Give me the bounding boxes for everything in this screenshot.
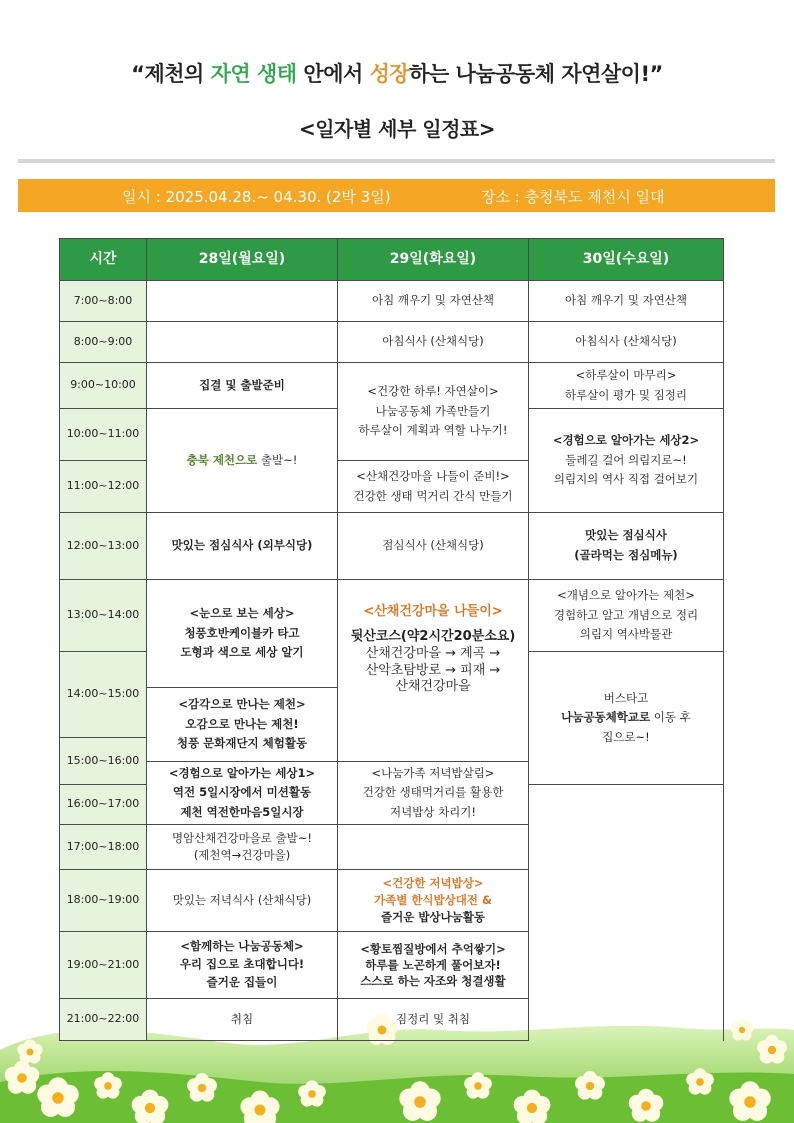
time-cell: 18:00~19:00 bbox=[60, 870, 147, 932]
day3-wrap-cell bbox=[529, 363, 724, 409]
time-cell: 11:00~12:00 bbox=[60, 461, 147, 513]
day2-empty-cell bbox=[338, 825, 529, 870]
flower-icon bbox=[731, 1019, 754, 1041]
cell-line: 하루를 노곤하게 풀어보자! bbox=[365, 957, 501, 972]
cell-line: 건강한 생태 먹거리 간식 만들기 bbox=[353, 488, 513, 503]
day3-wake-cell: 아침 깨우기 및 자연산책 bbox=[529, 281, 724, 322]
header-day1: 28일(월요일) bbox=[147, 239, 338, 281]
time-cell: 12:00~13:00 bbox=[60, 513, 147, 580]
cell-line: <함께하는 나눔공동체> bbox=[180, 939, 304, 954]
title-part: 하는 나눔공동체 자연살이!” bbox=[409, 62, 663, 86]
day1-depart-cell bbox=[147, 409, 338, 513]
cell-line: 즐거운 밥상나눔활동 bbox=[381, 909, 485, 924]
header-day2: 29일(화요일) bbox=[338, 239, 529, 281]
day2-family-dinner-cell bbox=[338, 762, 529, 825]
cell-line: <건강한 저녁밥상> bbox=[382, 876, 484, 891]
table-header-row bbox=[60, 239, 724, 281]
cell-line: <경험으로 알아가는 세상2> bbox=[552, 433, 700, 448]
course-line: 산악초탐방로 → 피재 → bbox=[365, 662, 501, 678]
day2-lunch-cell: 점심식사 (산채식당) bbox=[338, 513, 529, 580]
table-row bbox=[60, 825, 724, 870]
cell-line: 맛있는 점심식사 bbox=[585, 528, 667, 543]
day3-breakfast-cell: 아침식사 (산채식당) bbox=[529, 322, 724, 363]
page-subtitle: <일자별 세부 일정표> bbox=[298, 117, 495, 141]
title-nature-highlight: 자연 생태 bbox=[210, 62, 297, 86]
cell-line: 집으로~! bbox=[602, 729, 650, 744]
cell-line: 의림지 역사박물관 bbox=[579, 627, 673, 642]
header-time: 시간 bbox=[60, 239, 147, 281]
table-row bbox=[60, 999, 724, 1041]
day1-lunch-cell: 맛있는 점심식사 (외부식당) bbox=[147, 513, 338, 580]
cell-line: 청풍 문화재단지 체험활동 bbox=[176, 736, 308, 751]
cell-line: <건강한 하루! 자연살이> bbox=[367, 384, 499, 399]
cell-line: 가족별 한식밥상대전 & bbox=[373, 893, 493, 908]
cell-line: <눈으로 보는 세상> bbox=[189, 606, 295, 621]
day1-gather-cell: 집결 및 출발준비 bbox=[147, 363, 338, 409]
cell-line: <나눔가족 저녁밥살림> bbox=[371, 765, 495, 780]
title-part: 안에서 bbox=[296, 62, 370, 86]
day1-eyes-cell bbox=[147, 580, 338, 688]
info-banner bbox=[18, 179, 775, 212]
header-day3: 30일(수요일) bbox=[529, 239, 724, 281]
title-part: “제천의 bbox=[131, 62, 211, 86]
time-cell: 15:00~16:00 bbox=[60, 738, 147, 785]
cell-line: 오감으로 만나는 제천! bbox=[185, 716, 299, 731]
table-row bbox=[60, 932, 724, 999]
cell-line: 청풍호반케이블카 타고 bbox=[184, 625, 300, 640]
day1-empty-cell bbox=[147, 281, 338, 322]
time-cell: 10:00~11:00 bbox=[60, 409, 147, 461]
course-line: 산채건강마을 → 계곡 → bbox=[365, 645, 501, 661]
page-title bbox=[0, 58, 794, 88]
day1-move-cell bbox=[147, 825, 338, 870]
schedule-table bbox=[59, 238, 724, 1041]
course-line: 산채건강마을 bbox=[395, 679, 471, 695]
banner-place: 장소 : 충청북도 제천시 일대 bbox=[481, 188, 665, 206]
day2-prep-cell bbox=[338, 461, 529, 513]
day1-experience1-cell bbox=[147, 762, 338, 825]
table-row bbox=[60, 281, 724, 322]
day1-senses-cell bbox=[147, 688, 338, 762]
cell-line: <감각으로 만나는 제천> bbox=[178, 697, 306, 712]
cell-line: 의림지의 역사 직접 걸어보기 bbox=[553, 472, 699, 487]
time-cell: 21:00~22:00 bbox=[60, 999, 147, 1041]
table-row bbox=[60, 513, 724, 580]
day2-memories-cell bbox=[338, 932, 529, 999]
day3-experience2-cell bbox=[529, 409, 724, 513]
depart-text: 출발~! bbox=[257, 452, 298, 467]
time-cell: 17:00~18:00 bbox=[60, 825, 147, 870]
cell-line: <황토찜질방에서 추억쌓기> bbox=[360, 941, 506, 956]
cell-line: (제천역→건강마을) bbox=[193, 848, 291, 862]
table-row bbox=[60, 870, 724, 932]
cell-line: (골라먹는 점심메뉴) bbox=[574, 548, 678, 562]
cell-line: <하루살이 마무리> bbox=[575, 367, 677, 382]
table-row bbox=[60, 363, 724, 409]
table-row bbox=[60, 322, 724, 363]
day3-concept-cell bbox=[529, 580, 724, 652]
cell-line: 우리 집으로 초대합니다! bbox=[179, 957, 305, 972]
day2-healthy-dinner-cell bbox=[338, 870, 529, 932]
cell-line: 즐거운 집들이 bbox=[206, 974, 278, 989]
day3-lunch-cell bbox=[529, 513, 724, 580]
day2-breakfast-cell: 아침식사 (산채식당) bbox=[338, 322, 529, 363]
cell-line: 경험하고 알고 개념으로 정리 bbox=[553, 607, 699, 622]
day1-empty-cell bbox=[147, 322, 338, 363]
day2-sleep-cell: 짐정리 및 취침 bbox=[338, 999, 529, 1041]
cell-line: 하루살이 평가 및 짐정리 bbox=[564, 387, 688, 402]
day1-dinner-cell: 맛있는 저녁식사 (산채식당) bbox=[147, 870, 338, 932]
time-cell: 19:00~21:00 bbox=[60, 932, 147, 999]
outing-title: <산채건강마을 나들이> bbox=[363, 603, 503, 619]
spacer bbox=[341, 696, 525, 740]
cell-line: 명암산채건강마을로 출발~! bbox=[171, 831, 313, 846]
day1-together-cell bbox=[147, 932, 338, 999]
cell-line: 건강한 생태먹거리를 활용한 bbox=[362, 785, 504, 800]
cell-line: 둘레길 걸어 의림지로~! bbox=[565, 452, 687, 467]
cell-line: 역전 5일시장에서 미션활동 bbox=[172, 785, 312, 800]
time-cell: 16:00~17:00 bbox=[60, 785, 147, 825]
table-row bbox=[60, 580, 724, 652]
banner-date: 일시 : 2025.04.28.~ 04.30. (2박 3일) bbox=[122, 188, 391, 206]
cell-line: 저녁밥상 차리기! bbox=[389, 804, 477, 819]
time-cell: 13:00~14:00 bbox=[60, 580, 147, 652]
bus-destination: 나눔공동체학교로 bbox=[561, 710, 651, 725]
cell-line: <개념으로 알아가는 제천> bbox=[557, 588, 695, 603]
cell-line: 도형과 색으로 세상 알기 bbox=[180, 645, 304, 660]
cell-line: 스스로 하는 자조와 청결생활 bbox=[360, 974, 506, 989]
time-cell: 9:00~10:00 bbox=[60, 363, 147, 409]
cell-line: 하루살이 계획과 역할 나누기! bbox=[358, 423, 508, 438]
cell-line: 제천 역전한마음5일시장 bbox=[180, 804, 304, 819]
day3-bus-cell bbox=[529, 652, 724, 785]
day2-wake-cell: 아침 깨우기 및 자연산책 bbox=[338, 281, 529, 322]
title-divider bbox=[18, 159, 775, 163]
cell-line: 버스타고 bbox=[603, 690, 649, 705]
day1-sleep-cell: 취침 bbox=[147, 999, 338, 1041]
time-cell: 14:00~15:00 bbox=[60, 652, 147, 738]
depart-highlight: 충북 제천으로 bbox=[186, 452, 258, 467]
bus-text: 이동 후 bbox=[650, 710, 691, 725]
cell-line: <경험으로 알아가는 세상1> bbox=[168, 765, 316, 780]
time-cell: 7:00~8:00 bbox=[60, 281, 147, 322]
time-cell: 8:00~9:00 bbox=[60, 322, 147, 363]
cell-line: <산채건강마을 나들이 준비!> bbox=[356, 468, 510, 483]
title-growth-highlight: 성장 bbox=[369, 62, 410, 86]
day2-healthy-day-cell bbox=[338, 363, 529, 461]
cell-line: 나눔공동체 가족만들기 bbox=[375, 403, 491, 418]
course-title: 뒷산코스(약2시간20분소요) bbox=[350, 628, 516, 644]
day2-outing-cell bbox=[338, 580, 529, 762]
